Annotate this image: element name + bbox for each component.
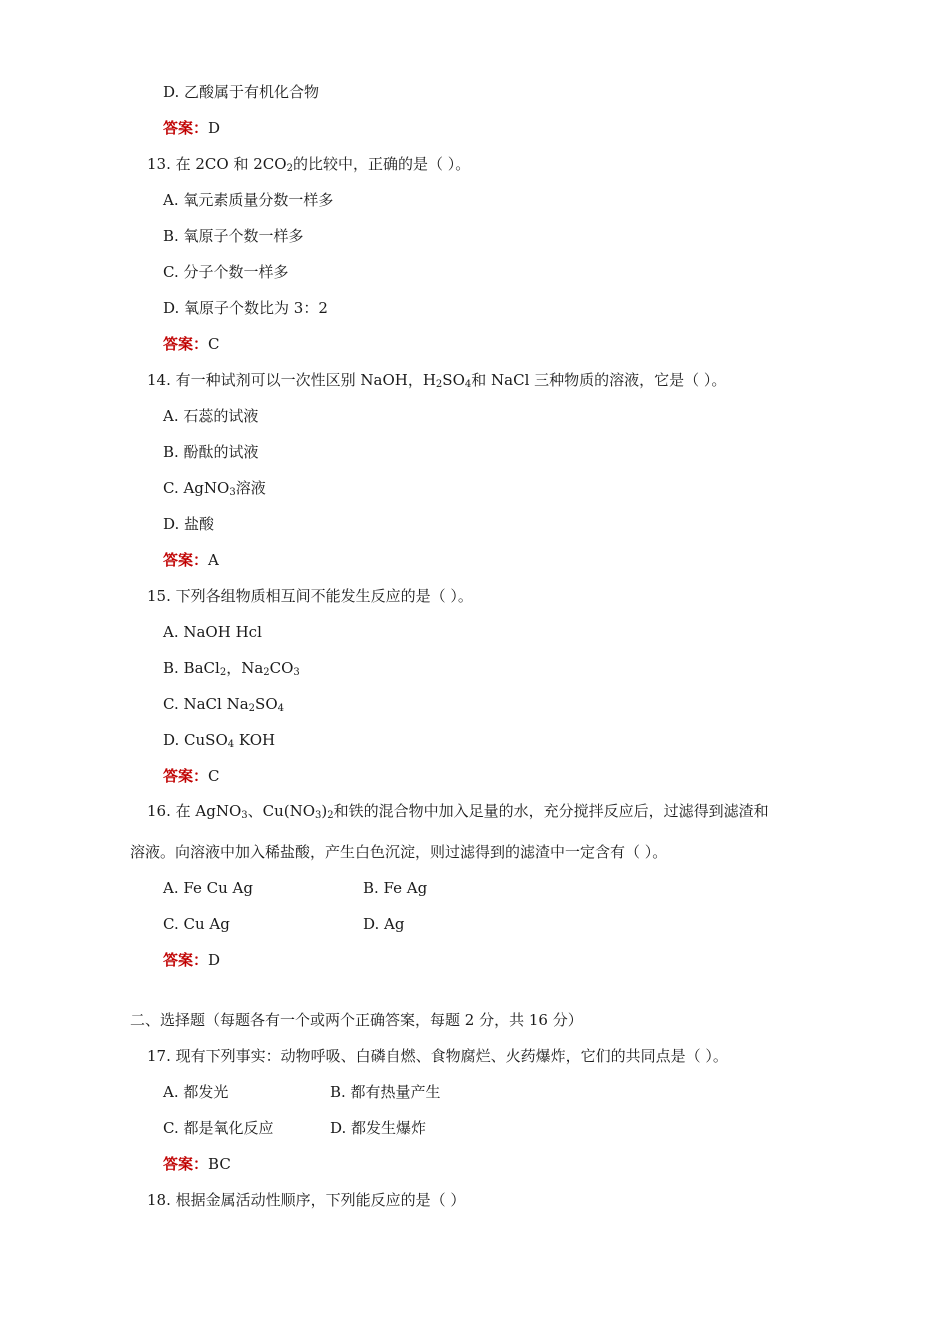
answer-label: 答案： [163,335,209,353]
q16-option-a: A. Fe Cu Ag [163,879,253,897]
subscript: 2 [219,667,227,678]
q17-option-d: D. 都发生爆炸 [330,1119,427,1137]
subscript: 2 [248,703,256,714]
section-heading: 二、选择题（每题各有一个或两个正确答案，每题 2 分，共 16 分） [130,1011,583,1029]
subscript: 3 [229,487,236,498]
q14-option-c [163,478,266,498]
stem-text: 和铁的混合物中加入足量的水，充分搅拌反应后，过滤得到滤渣和 [333,802,769,820]
answer-value: A [208,551,219,569]
q16-stem-line2: 溶液。向溶液中加入稀盐酸，产生白色沉淀，则过滤得到的滤渣中一定含有（ ）。 [130,843,668,861]
subscript: 2 [286,163,293,174]
subscript: 2 [327,810,334,821]
q16-option-b: B. Fe Ag [363,879,428,897]
subscript: 2 [263,667,270,678]
option-text: CO [269,659,294,677]
stem-text: 的比较中，正确的是（ ）。 [292,155,471,173]
q14-option-b: B. 酚酞的试液 [163,443,259,461]
stem-text: 13. 在 2CO 和 2CO [147,155,287,173]
q17-option-b: B. 都有热量产生 [330,1083,441,1101]
subscript: 4 [277,703,284,714]
subscript: 2 [435,379,443,390]
answer-label: 答案： [163,767,209,785]
q15-option-c [163,694,284,714]
q17-stem: 17. 现有下列事实：动物呼吸、白磷自燃、食物腐烂、火药爆炸，它们的共同点是（ ）。 [147,1047,728,1065]
option-text: KOH [234,731,276,749]
q13-option-d: D. 氧原子个数比为 3：2 [163,299,328,317]
q14-option-d: D. 盐酸 [163,515,215,533]
q16-answer [163,950,220,970]
q12-option-d: D. 乙酸属于有机化合物 [163,83,320,101]
q13-option-a: A. 氧元素质量分数一样多 [163,191,334,209]
q16-stem-line1 [147,801,769,821]
stem-text: 、Cu(NO [247,802,316,820]
stem-text: ) [321,802,328,820]
answer-value: D [208,119,221,137]
q16-option-d: D. Ag [363,915,405,933]
q18-stem: 18. 根据金属活动性顺序，下列能反应的是（ ） [147,1191,466,1209]
stem-text: SO [442,371,465,389]
q15-option-b [163,658,300,678]
option-text: C. NaCl Na [163,695,249,713]
q13-option-b: B. 氧原子个数一样多 [163,227,304,245]
answer-label: 答案： [163,1155,209,1173]
q15-option-d [163,730,275,750]
q14-option-a: A. 石蕊的试液 [163,407,259,425]
option-text: ，Na [226,659,264,677]
subscript: 4 [227,739,235,750]
option-text: 溶液 [235,479,266,497]
q12-answer [163,118,220,138]
answer-value: C [208,335,220,353]
answer-value: C [208,767,220,785]
q15-stem: 15. 下列各组物质相互间不能发生反应的是（ ）。 [147,587,473,605]
stem-text: 14. 有一种试剂可以一次性区别 NaOH，H [147,371,436,389]
option-text: B. BaCl [163,659,220,677]
q15-answer [163,766,220,786]
q13-option-c: C. 分子个数一样多 [163,263,289,281]
q13-stem [147,154,470,174]
q17-answer [163,1154,231,1174]
stem-text: 和 NaCl 三种物质的溶液，它是（ ）。 [471,371,727,389]
answer-label: 答案： [163,119,209,137]
answer-label: 答案： [163,551,209,569]
q15-option-a: A. NaOH Hcl [163,623,262,641]
option-text: SO [255,695,278,713]
answer-label: 答案： [163,951,209,969]
q17-option-a: A. 都发光 [163,1083,229,1101]
q14-stem [147,370,726,390]
option-text: D. CuSO [163,731,228,749]
q16-option-c: C. Cu Ag [163,915,230,933]
answer-value: D [208,951,221,969]
subscript: 4 [464,379,472,390]
q17-option-c: C. 都是氧化反应 [163,1119,274,1137]
subscript: 3 [241,810,248,821]
subscript: 3 [293,667,300,678]
stem-text: 16. 在 AgNO [147,802,242,820]
q14-answer [163,550,219,570]
subscript: 3 [315,810,322,821]
answer-value: BC [208,1155,231,1173]
option-text: C. AgNO [163,479,230,497]
q13-answer [163,334,220,354]
